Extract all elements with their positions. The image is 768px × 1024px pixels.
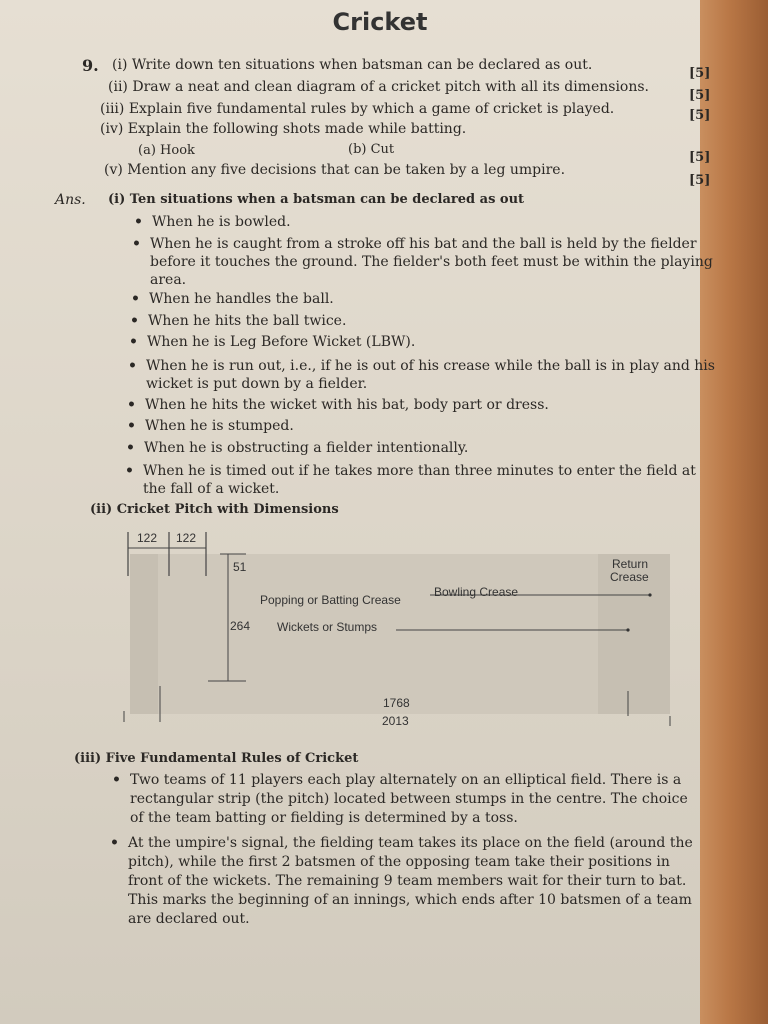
question-part-4: (iv) Explain the following shots made while batting. bbox=[100, 121, 467, 137]
pitch-area bbox=[130, 554, 670, 714]
list-item: • At the umpire's signal, the fielding team takes its place on the field (around the pitch), while the first 2 batsmen of the opposing team take their positions in front of the wickets. The remaining 9 team members wait for their turn to bat. This marks the beginning of an innings, which ends after 10 batsmen of a team are declared out. bbox=[128, 834, 693, 929]
list-item: • When he is caught from a stroke off his bat and the ball is held by the fielder before it touches the ground. The fielder's both feet must be within the playing area. bbox=[150, 235, 713, 289]
label-51: 51 bbox=[233, 560, 247, 574]
label-122-right: 122 bbox=[176, 531, 197, 545]
answer-heading-2: (ii) Cricket Pitch with Dimensions bbox=[90, 502, 339, 517]
question-part-5: (v) Mention any five decisions that can be taken by a leg umpire. bbox=[104, 162, 566, 178]
answer-label: Ans. bbox=[55, 192, 86, 208]
list-item: • When he is timed out if he takes more than three minutes to enter the field at the fall of a wicket. bbox=[143, 462, 696, 498]
list-item: • When he hits the wicket with his bat, body part or dress. bbox=[145, 397, 549, 413]
list-item: • When he hits the ball twice. bbox=[148, 313, 346, 329]
list-item: • When he is Leg Before Wicket (LBW). bbox=[147, 334, 415, 350]
list-item: • When he is obstructing a fielder intentionally. bbox=[144, 440, 468, 456]
question-part-1: (i) Write down ten situations when batsman can be declared as out. bbox=[112, 57, 593, 73]
marks-4: [5] bbox=[689, 150, 711, 165]
label-1768: 1768 bbox=[383, 696, 410, 710]
marks-2: [5] bbox=[689, 88, 711, 103]
question-part-3: (iii) Explain five fundamental rules by which a game of cricket is played. bbox=[100, 101, 615, 117]
label-return: Return bbox=[612, 557, 649, 571]
page-title: Cricket bbox=[332, 8, 428, 36]
label-bowling-crease: Bowling Crease bbox=[434, 585, 519, 599]
question-part-2: (ii) Draw a neat and clean diagram of a cricket pitch with all its dimensions. bbox=[108, 79, 649, 95]
list-item: • When he handles the ball. bbox=[149, 291, 334, 307]
answer-heading-3: (iii) Five Fundamental Rules of Cricket bbox=[74, 751, 359, 766]
label-wickets-stumps: Wickets or Stumps bbox=[277, 620, 378, 634]
leader-dot bbox=[626, 628, 629, 631]
list-item: • Two teams of 11 players each play alternately on an elliptical field. There is a rectangular strip (the pitch) located between stumps in the centre. The choice of the team batting or fielding is determined by a toss. bbox=[130, 771, 688, 828]
cricket-pitch-diagram bbox=[120, 526, 680, 736]
list-item: • When he is stumped. bbox=[145, 418, 294, 434]
answer-heading-1: (i) Ten situations when a batsman can be declared as out bbox=[108, 192, 525, 207]
question-number: 9. bbox=[82, 56, 99, 75]
list-item: • When he is run out, i.e., if he is out of his crease while the ball is in play and his wicket is put down by a fielder. bbox=[146, 357, 715, 393]
label-crease: Crease bbox=[610, 570, 649, 584]
label-264: 264 bbox=[230, 619, 251, 633]
label-2013: 2013 bbox=[382, 714, 409, 728]
sub-option-cut: (b) Cut bbox=[348, 142, 395, 157]
sub-option-hook: (a) Hook bbox=[138, 143, 195, 158]
label-122-left: 122 bbox=[137, 531, 158, 545]
marks-5: [5] bbox=[689, 173, 711, 188]
crease-strip-left bbox=[130, 554, 158, 714]
leader-dot bbox=[648, 593, 651, 596]
label-popping-crease: Popping or Batting Crease bbox=[260, 593, 401, 607]
marks-3: [5] bbox=[689, 108, 711, 123]
marks-1: [5] bbox=[689, 66, 711, 81]
list-item: • When he is bowled. bbox=[152, 214, 291, 230]
